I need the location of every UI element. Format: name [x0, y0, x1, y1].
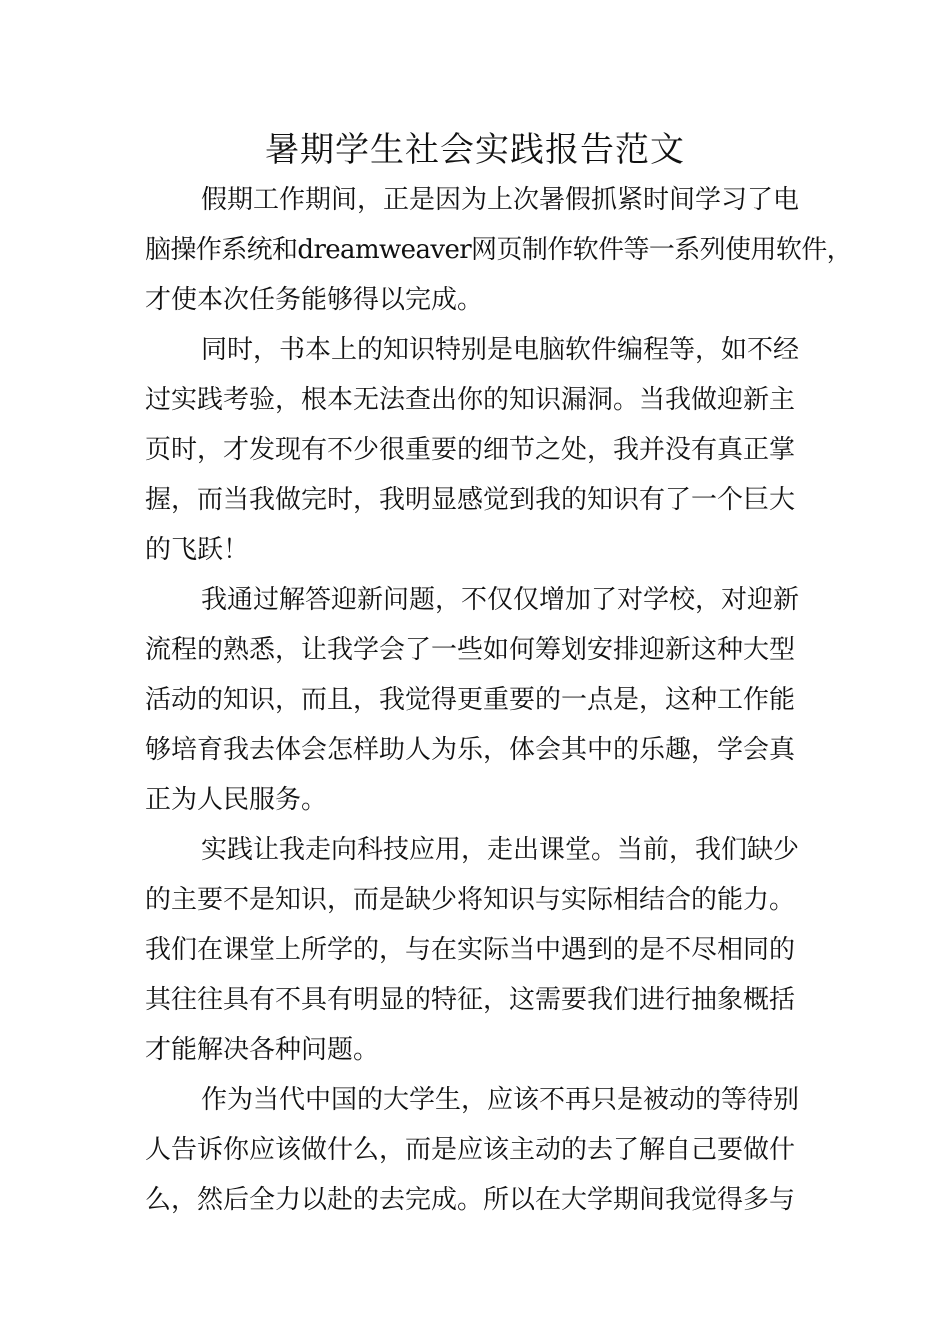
paragraph-line: 过实践考验，根本无法查出你的知识漏洞。当我做迎新主 [145, 385, 796, 415]
paragraph-line: 作为当代中国的大学生，应该不再只是被动的等待别 [201, 1085, 800, 1115]
paragraph-line: 假期工作期间，正是因为上次暑假抓紧时间学习了电 [201, 185, 800, 215]
paragraph-line: 页时，才发现有不少很重要的细节之处，我并没有真正掌 [145, 435, 796, 465]
document-title: 暑期学生社会实践报告范文 [265, 130, 685, 170]
paragraph-line: 实践让我走向科技应用，走出课堂。当前，我们缺少 [201, 835, 800, 865]
paragraph-4 [145, 825, 845, 1075]
paragraph-line: 流程的熟悉，让我学会了一些如何筹划安排迎新这种大型 [145, 635, 796, 665]
paragraph-line: 活动的知识，而且，我觉得更重要的一点是，这种工作能 [145, 685, 796, 715]
paragraph-line: 我们在课堂上所学的，与在实际当中遇到的是不尽相同的 [145, 935, 796, 965]
paragraph-line: 才能解决各种问题。 [145, 1035, 380, 1065]
paragraph-line: 同时，书本上的知识特别是电脑软件编程等，如不经 [201, 335, 800, 365]
paragraph-line: 握，而当我做完时，我明显感觉到我的知识有了一个巨大 [145, 485, 796, 515]
paragraph-1 [145, 175, 853, 325]
paragraph-line: 够培育我去体会怎样助人为乐，体会其中的乐趣，学会真 [145, 735, 796, 765]
paragraph-3 [145, 575, 845, 825]
paragraph-line: 么，然后全力以赴的去完成。所以在大学期间我觉得多与 [145, 1185, 796, 1215]
document-body [145, 175, 853, 1225]
paragraph-line: 脑操作系统和dreamweaver网页制作软件等一系列使用软件， [145, 235, 853, 265]
paragraph-line: 人告诉你应该做什么，而是应该主动的去了解自己要做什 [145, 1135, 796, 1165]
paragraph-line: 的飞跃！ [145, 535, 250, 565]
paragraph-line: 正为人民服务。 [145, 785, 328, 815]
paragraph-line: 其往往具有不具有明显的特征，这需要我们进行抽象概括 [145, 985, 796, 1015]
paragraph-line: 的主要不是知识，而是缺少将知识与实际相结合的能力。 [145, 885, 796, 915]
paragraph-2 [145, 325, 845, 575]
paragraph-line: 我通过解答迎新问题，不仅仅增加了对学校，对迎新 [201, 585, 800, 615]
paragraph-5 [145, 1075, 845, 1225]
paragraph-line: 才使本次任务能够得以完成。 [145, 285, 484, 315]
